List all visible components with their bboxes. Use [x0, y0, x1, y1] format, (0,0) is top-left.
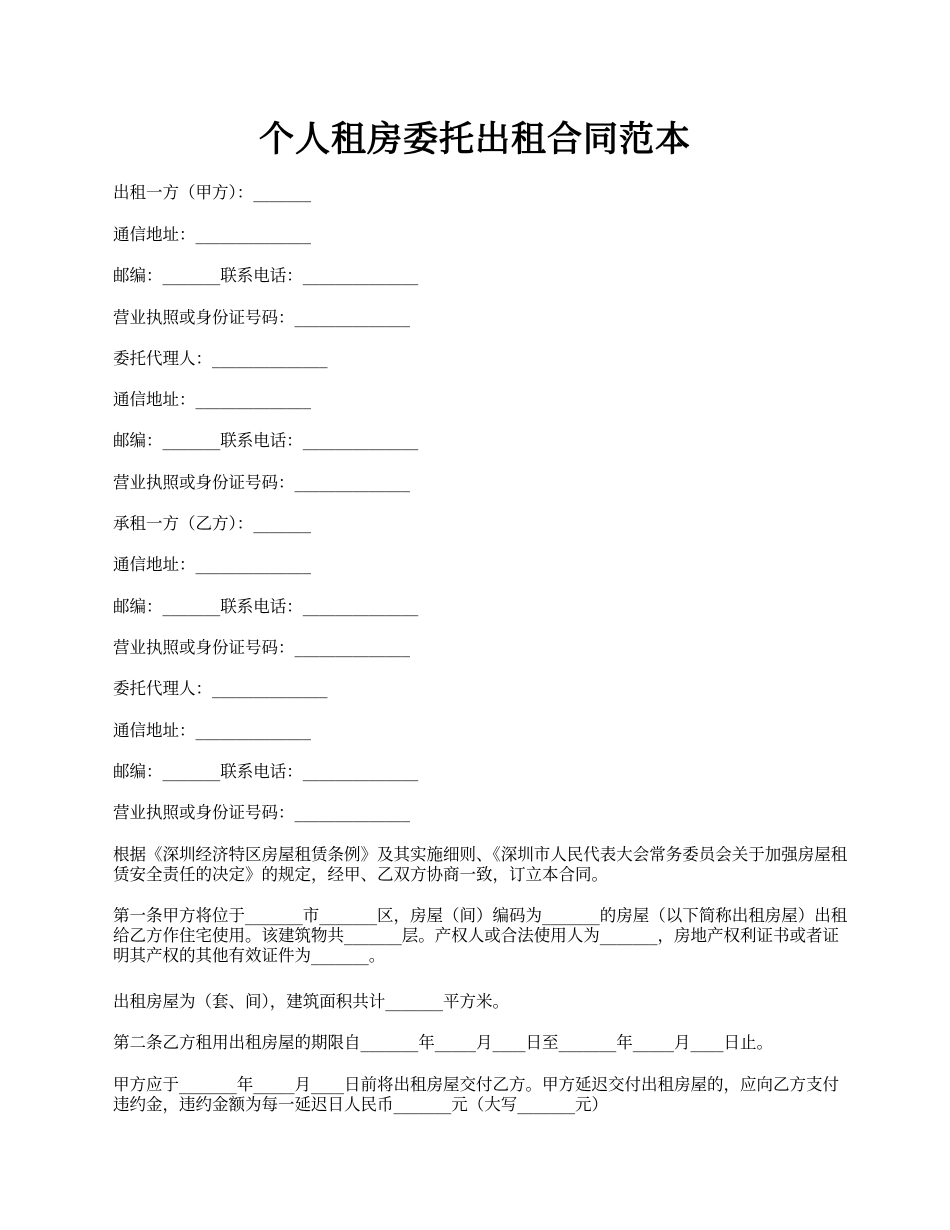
article-1-paragraph: 第一条甲方将位于_______市_______区，房屋（间）编码为_______的房屋（以下简称出租房屋）出租给乙方作住宅使用。该建筑物共_______层。产权人或合法使用人为_______，房地产权利证书或者证明其产权的其他有效证件为_______。: [113, 906, 848, 965]
lessor-id-line: 营业执照或身份证号码：______________: [113, 308, 410, 327]
lessor-agent-line: 委托代理人：______________: [113, 349, 328, 368]
preamble-paragraph: 根据《深圳经济特区房屋租赁条例》及其实施细则、《深圳市人民代表大会常务委员会关于加强房屋租赁安全责任的决定》的规定，经甲、乙双方协商一致，订立本合同。: [113, 845, 848, 884]
lessee-name-line: 承租一方（乙方）：_______: [113, 514, 311, 533]
lessee-agent-line: 委托代理人：______________: [113, 679, 328, 698]
lessee-agent-address-line: 通信地址：______________: [113, 721, 311, 740]
lessee-agent-id-line: 营业执照或身份证号码：______________: [113, 803, 410, 822]
lessee-address-line: 通信地址：______________: [113, 555, 311, 574]
lessee-postcode-phone-line: 邮编：_______联系电话：______________: [113, 597, 419, 616]
delivery-paragraph: 甲方应于_______年_____月____日前将出租房屋交付乙方。甲方延迟交付出租房屋的，应向乙方支付违约金，违约金额为每一延迟日人民币_______元（大写_______元）: [113, 1075, 839, 1114]
article-2-paragraph: 第二条乙方租用出租房屋的期限自_______年_____月____日至_______年_____月____日止。: [113, 1033, 773, 1052]
lessor-postcode-phone-line: 邮编：_______联系电话：______________: [113, 266, 419, 285]
lessor-name-line: 出租一方（甲方）：_______: [113, 183, 311, 202]
lessor-address-line: 通信地址：______________: [113, 225, 311, 244]
document-title: 个人租房委托出租合同范本: [258, 119, 691, 160]
lessee-id-line: 营业执照或身份证号码：______________: [113, 638, 410, 657]
lessor-agent-id-line: 营业执照或身份证号码：______________: [113, 473, 410, 492]
area-paragraph: 出租房屋为（套、间），建筑面积共计_______平方米。: [113, 992, 509, 1011]
lessor-agent-address-line: 通信地址：______________: [113, 390, 311, 409]
lessor-agent-postcode-phone-line: 邮编：_______联系电话：______________: [113, 431, 419, 450]
lessee-agent-postcode-phone-line: 邮编：_______联系电话：______________: [113, 762, 419, 781]
